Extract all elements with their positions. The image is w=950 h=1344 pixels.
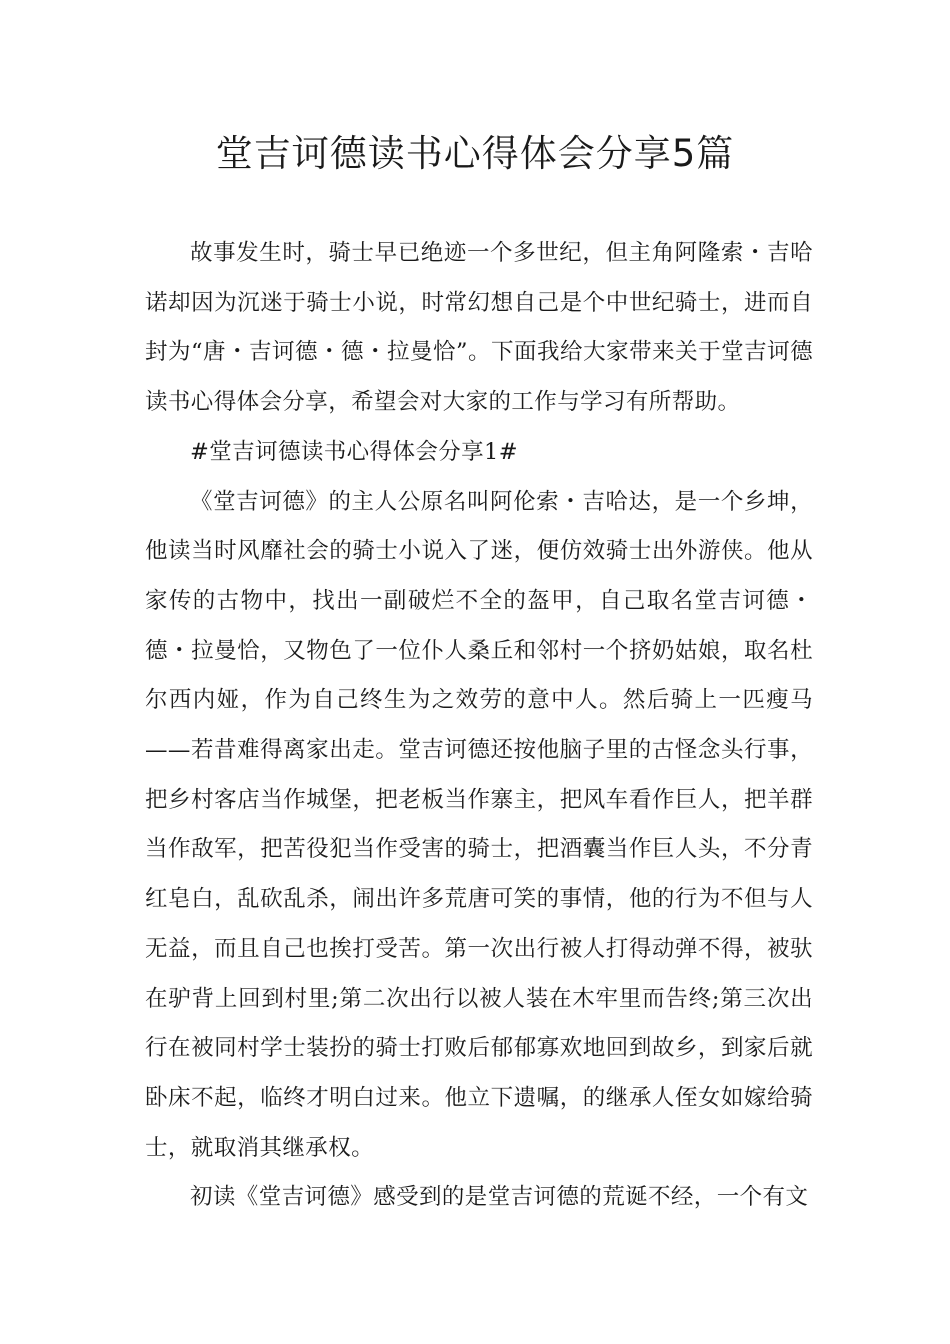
section-heading: #堂吉诃德读书心得体会分享1# (190, 438, 519, 465)
document-title: 堂吉诃德读书心得体会分享5篇 (215, 132, 735, 175)
body-paragraph: 《堂吉诃德》的主人公原名叫阿伦索・吉哈达，是一个乡坤，他读当时风靡社会的骑士小说入了迷，便仿效骑士出外游侠。他从家传的古物中，找出一副破烂不全的盔甲，自己取名堂吉诃德・德・拉曼恰，又物色了一位仆人桑丘和邻村一个挤奶姑娘，取名杜尔西内娅，作为自己终生为之效劳的意中人。然后骑上一匹瘦马——若昔难得离家出走。堂吉诃德还按他脑子里的古怪念头行事，把乡村客店当作城堡，把老板当作寨主，把风车看作巨人，把羊群当作敌军，把苦役犯当作受害的骑士，把酒囊当作巨人头，不分青红皂白，乱砍乱杀，闹出许多荒唐可笑的事情，他的行为不但与人无益，而且自己也挨打受苦。第一次出行被人打得动弹不得，被驮在驴背上回到村里;第二次出行以被人装在木牢里而告终;第三次出行在被同村学士装扮的骑士打败后郁郁寡欢地回到故乡，到家后就卧床不起，临终才明白过来。他立下遗嘱，的继承人侄女如嫁给骑士，就取消其继承权。 (145, 488, 813, 1161)
document-body (145, 229, 813, 1223)
body-paragraph: 初读《堂吉诃德》感受到的是堂吉诃德的荒诞不经，一个有文 (190, 1184, 809, 1211)
intro-paragraph: 故事发生时，骑士早已绝迹一个多世纪，但主角阿隆索・吉哈诺却因为沉迷于骑士小说，时常幻想自己是个中世纪骑士，进而自封为“唐・吉诃德・德・拉曼恰”。下面我给大家带来关于堂吉诃德读书心得体会分享，希望会对大家的工作与学习有所帮助。 (145, 240, 813, 416)
